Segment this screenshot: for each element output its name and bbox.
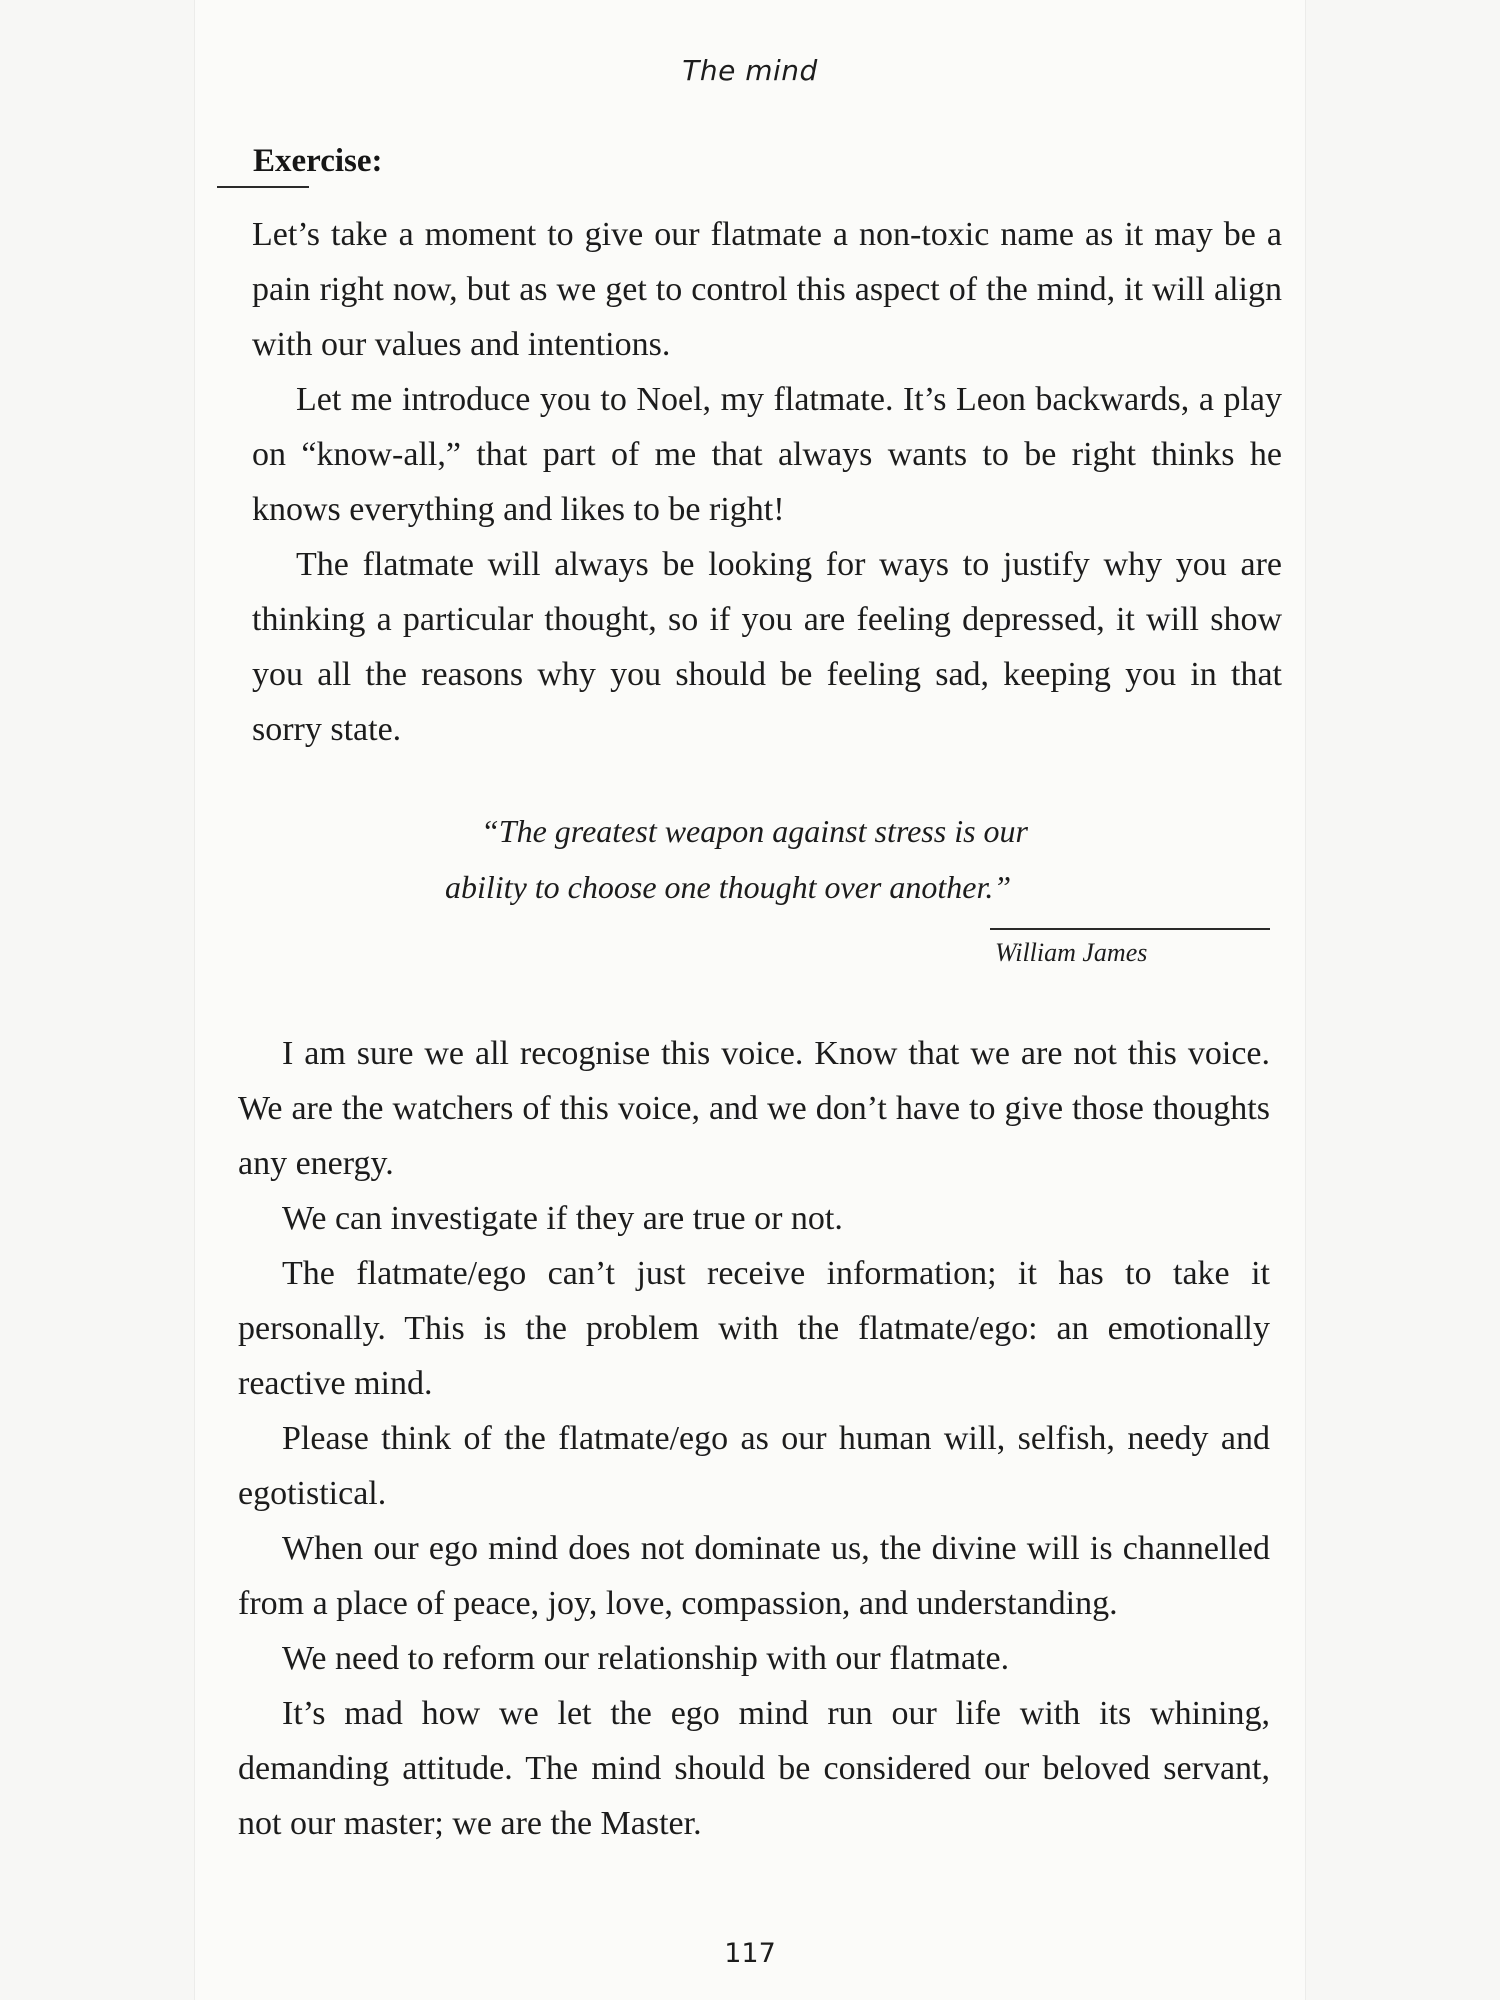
paragraph: When our ego mind does not dominate us, the divine will is channelled from a place of peace, joy, love, compassion, and understanding. [238,1530,1270,1622]
paragraph: We need to reform our relationship with our flatmate. [282,1640,1010,1677]
page-number: 117 [724,1938,776,1969]
paragraph: I am sure we all recognise this voice. Know that we are not this voice. We are the watchers of this voice, and we don’t have to give those thoughts any energy. [238,1035,1270,1182]
paragraph: Let’s take a moment to give our flatmate a non-toxic name as it may be a pain right now, but as we get to control this aspect of the mind, it will align with our values and intentions. [252,216,1282,363]
heading-rule [217,186,309,188]
paragraph: The flatmate/ego can’t just receive information; it has to take it personally. This is the problem with the flatmate/ego: an emotionally reactive mind. [238,1255,1270,1402]
text-block-2 [238,1026,1270,1851]
attribution-rule [990,928,1270,930]
paragraph: Please think of the flatmate/ego as our human will, selfish, needy and egotistical. [238,1420,1270,1512]
running-head: The mind [682,54,818,87]
quote-attribution: William James [995,938,1148,967]
paragraph: Let me introduce you to Noel, my flatmate. It’s Leon backwards, a play on “know-all,” that part of me that always wants to be right thinks he knows everything and likes to be right! [252,381,1282,528]
paragraph: The flatmate will always be looking for ways to justify why you are thinking a particular thought, so if you are feeling depressed, it will show you all the reasons why you should be feeling sad, keeping you in that sorry state. [252,546,1282,748]
quote-line: “The greatest weapon against stress is our [481,813,1028,849]
paragraph: We can investigate if they are true or not. [282,1200,843,1237]
text-block-1 [252,207,1282,757]
paragraph: It’s mad how we let the ego mind run our life with its whining, demanding attitude. The mind should be considered our beloved servant, not our master; we are the Master. [238,1695,1270,1842]
quote-line: ability to choose one thought over another.” [445,869,1012,905]
exercise-heading: Exercise: [253,143,383,179]
epigraph-quote [445,803,1085,915]
